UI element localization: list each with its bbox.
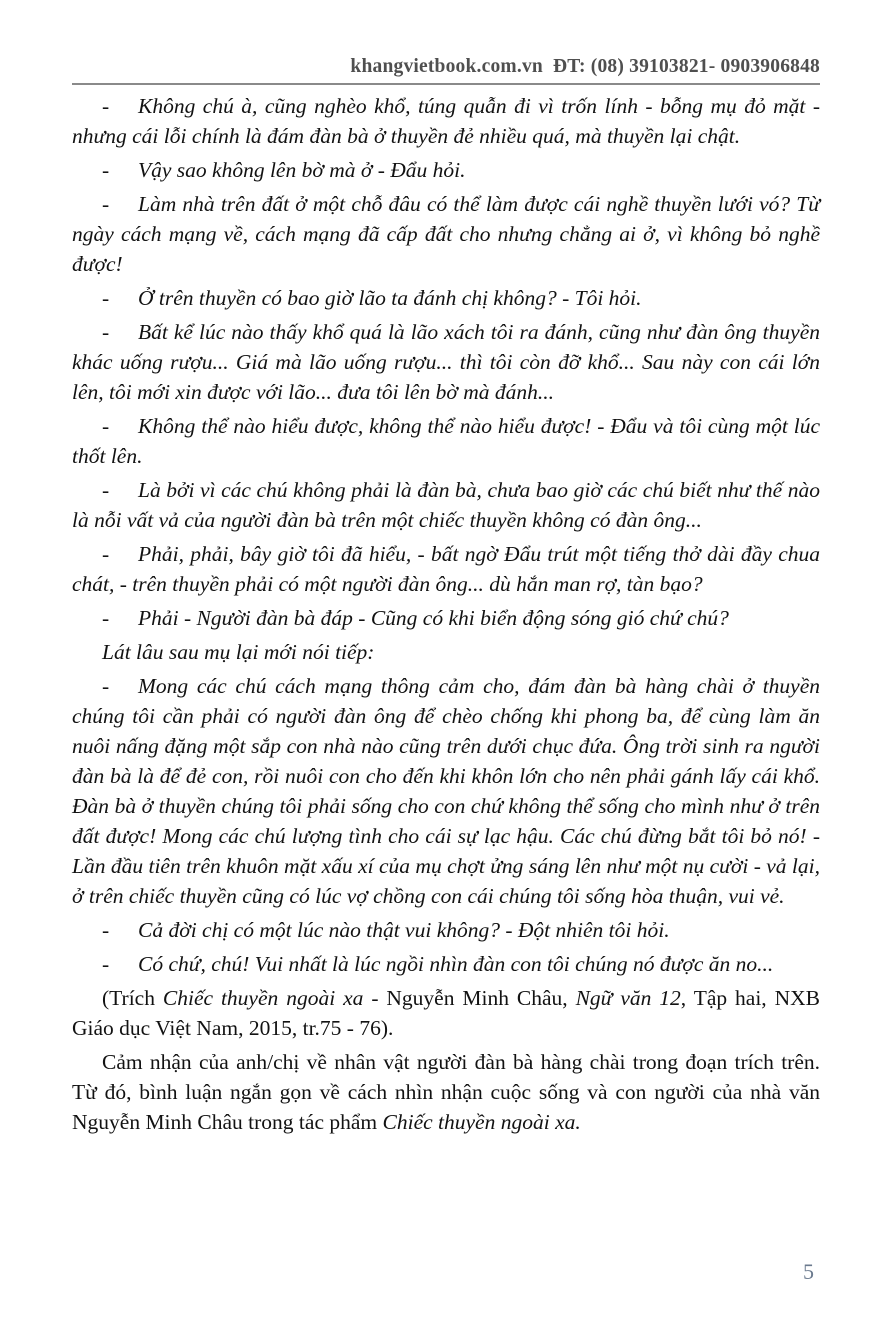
excerpt-paragraph (72, 671, 820, 911)
excerpt-paragraph (72, 317, 820, 407)
excerpt-paragraph (72, 189, 820, 279)
header-website: khangvietbook.com.vn (350, 56, 543, 77)
paragraph-text: Ở trên thuyền có bao giờ lão ta đánh chị không? - Tôi hỏi. (138, 286, 642, 310)
citation-part: - Nguyễn Minh Châu, (363, 986, 576, 1010)
excerpt-paragraph (72, 603, 820, 633)
paragraph-text: Mong các chú cách mạng thông cảm cho, đám đàn bà hàng chài ở thuyền chúng tôi cần phải có người đàn ông để chèo chống khi phong ba, để cùng làm ăn nuôi nấng đặng một sắp con nhà nào cũng trên dưới chục đứa. Ông trời sinh ra người đàn bà là để đẻ con, rồi nuôi con cho đến khi khôn lớn cho nên phải gánh lấy cái khổ. Đàn bà ở thuyền chúng tôi phải sống cho con chứ không thể sống cho mình như ở trên đất được! Mong các chú lượng tình cho cái sự lạc hậu. Các chú đừng bắt tôi bỏ nó! - Lần đầu tiên trên khuôn mặt xấu xí của mụ chợt ửng sáng lên như một nụ cười - vả lại, ở trên chiếc thuyền cũng có lúc vợ chồng con cái chúng tôi sống hòa thuận, vui vẻ. (72, 674, 820, 908)
excerpt-paragraph (72, 637, 820, 667)
excerpt-body (72, 91, 820, 1137)
paragraph-text: Bất kể lúc nào thấy khổ quá là lão xách tôi ra đánh, cũng như đàn ông thuyền khác uống rượu... Giá mà lão uống rượu... thì tôi còn đỡ khổ... Sau này con cái lớn lên, tôi mới xin được với lão... đưa tôi lên bờ mà đánh... (72, 320, 820, 404)
paragraph-text: Không thể nào hiểu được, không thể nào hiểu được! - Đẩu và tôi cùng một lúc thốt lên. (72, 414, 820, 468)
essay-prompt (72, 1047, 820, 1137)
dash-marker: - (102, 192, 110, 216)
header-phone: ĐT: (08) 39103821- 0903906848 (552, 56, 820, 77)
paragraph-text: Phải - Người đàn bà đáp - Cũng có khi biển động sóng gió chứ chú? (138, 606, 729, 630)
excerpt-paragraph (72, 91, 820, 151)
prompt-title: Chiếc thuyền ngoài xa. (382, 1110, 581, 1134)
prompt-text: Cảm nhận của anh/chị về nhân vật người đàn bà hàng chài trong đoạn trích trên. Từ đó, bình luận ngắn gọn về cách nhìn nhận cuộc sống và con người của nhà văn Nguyễn Minh Châu trong tác phẩm (72, 1050, 820, 1134)
page-header (72, 56, 820, 85)
dash-marker: - (102, 478, 110, 502)
paragraph-text: Làm nhà trên đất ở một chỗ đâu có thể làm được cái nghề thuyền lưới vó? Từ ngày cách mạng về, cách mạng đã cấp đất cho nhưng chẳng ai ở, vì không bỏ nghề được! (72, 192, 820, 276)
excerpt-paragraph (72, 155, 820, 185)
dash-marker: - (102, 94, 110, 118)
dash-marker: - (102, 414, 110, 438)
dash-marker: - (102, 918, 110, 942)
dash-marker: - (102, 158, 110, 182)
paragraph-text: Là bởi vì các chú không phải là đàn bà, chưa bao giờ các chú biết như thế nào là nỗi vất vả của người đàn bà trên một chiếc thuyền không có đàn ông... (72, 478, 820, 532)
paragraph-text: Phải, phải, bây giờ tôi đã hiểu, - bất ngờ Đẩu trút một tiếng thở dài đầy chua chát, - trên thuyền phải có một người đàn ông... dù hắn man rợ, tàn bạo? (72, 542, 820, 596)
citation-title: Chiếc thuyền ngoài xa (162, 986, 364, 1010)
citation-book: Ngữ văn 12 (575, 986, 681, 1010)
dash-marker: - (102, 286, 110, 310)
excerpt-paragraph (72, 539, 820, 599)
excerpt-paragraph (72, 915, 820, 945)
dash-marker: - (102, 542, 110, 566)
paragraph-text: Không chú à, cũng nghèo khổ, túng quẫn đi vì trốn lính - bỗng mụ đỏ mặt - nhưng cái lỗi chính là đám đàn bà ở thuyền đẻ nhiều quá, mà thuyền lại chật. (72, 94, 820, 148)
paragraph-text: Vậy sao không lên bờ mà ở - Đẩu hỏi. (138, 158, 466, 182)
excerpt-paragraph (72, 949, 820, 979)
dash-marker: - (102, 674, 110, 698)
citation-part: (Trích (102, 986, 163, 1010)
excerpt-paragraph (72, 283, 820, 313)
dash-marker: - (102, 952, 110, 976)
paragraph-text: Lát lâu sau mụ lại mới nói tiếp: (102, 640, 375, 664)
excerpt-paragraph (72, 411, 820, 471)
paragraph-text: Có chứ, chú! Vui nhất là lúc ngồi nhìn đàn con tôi chúng nó được ăn no... (138, 952, 774, 976)
paragraph-text: Cả đời chị có một lúc nào thật vui không? - Đột nhiên tôi hỏi. (138, 918, 670, 942)
dash-marker: - (102, 606, 110, 630)
citation-part: , Tập hai, NXB Giáo dục Việt Nam, 2015, tr.75 - 76). (72, 986, 820, 1040)
page-number: 5 (803, 1259, 814, 1284)
source-citation (72, 983, 820, 1043)
excerpt-paragraph (72, 475, 820, 535)
dash-marker: - (102, 320, 110, 344)
